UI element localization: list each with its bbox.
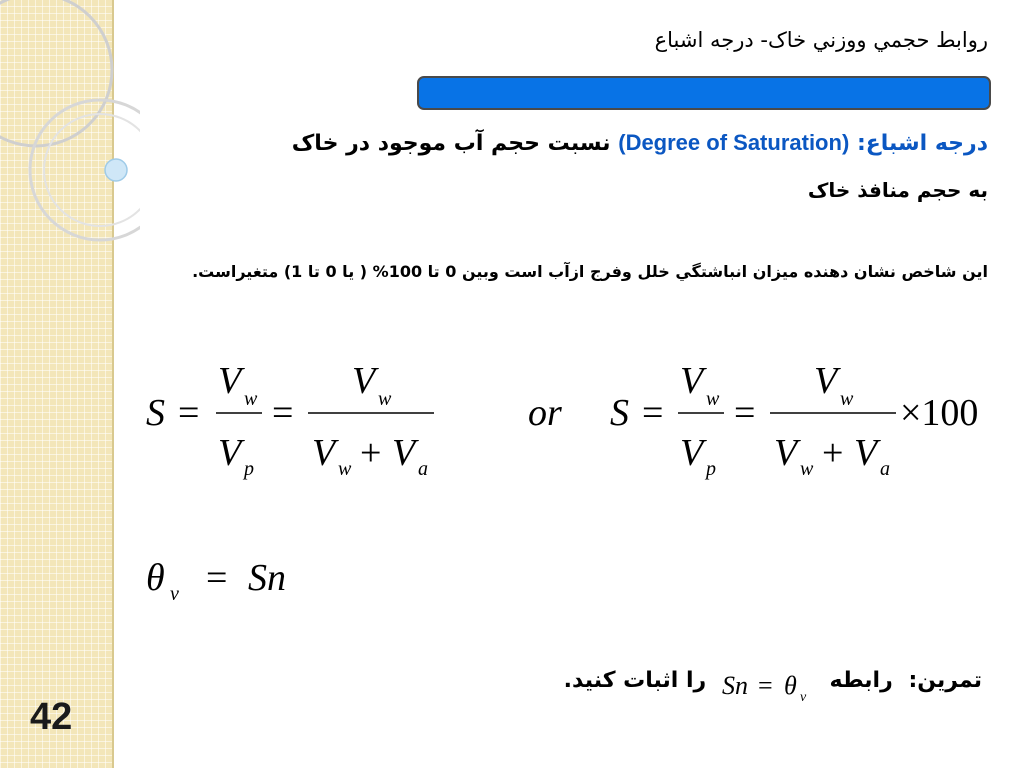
exercise-text-2: را اثبات کنید.	[563, 668, 707, 693]
volumetric-water-formula	[140, 550, 340, 610]
formula-s-symbol: S	[146, 392, 165, 434]
definition-term: درجه اشباع:	[856, 131, 988, 156]
formula-v: V	[312, 432, 336, 474]
formula-v: V	[814, 360, 838, 402]
formula-sub-v: v	[170, 583, 179, 605]
definition-line-2: به حجم منافذ خاک	[807, 178, 988, 202]
formula-v: V	[218, 360, 242, 402]
formula-sub-p: p	[244, 458, 254, 480]
formula-v: V	[218, 432, 242, 474]
formula-sub-w: w	[244, 388, 258, 410]
formula-equals: =	[272, 392, 294, 434]
formula-theta: θ	[784, 671, 797, 700]
sidebar-edge	[112, 0, 114, 768]
formula-v: V	[352, 360, 376, 402]
formula-sub-p: p	[706, 458, 716, 480]
formula-theta: θ	[146, 557, 165, 599]
formula-v: V	[680, 360, 704, 402]
definition-line-1	[292, 130, 988, 156]
formula-times-100: ×100	[900, 392, 979, 434]
formula-sub-v: v	[800, 690, 807, 705]
formula-sub-w: w	[706, 388, 720, 410]
formula-s-symbol: S	[610, 392, 629, 434]
formula-v: V	[680, 432, 704, 474]
formula-sub-w: w	[840, 388, 854, 410]
formula-equals: =	[758, 671, 773, 700]
exercise-formula	[722, 666, 832, 706]
formula-v: V	[774, 432, 798, 474]
slide-title: روابط حجمي ووزني خاک- درجه اشباع	[654, 28, 988, 52]
formula-equals: =	[734, 392, 756, 434]
formula-sn: Sn	[248, 557, 286, 599]
formula-equals: =	[178, 392, 200, 434]
saturation-formula	[120, 355, 1020, 485]
definition-text-1: نسبت حجم آب موجود در خاک	[291, 131, 611, 156]
definition-english: (Degree of Saturation)	[618, 130, 850, 155]
range-note: این شاخص نشان دهنده میزان انباشتگي خلل وفرج ازآب است وبین 0 تا 100% ( یا 0 تا 1) متغیراست.	[192, 262, 988, 281]
formula-sub-w: w	[338, 458, 352, 480]
exercise-label: تمرین:	[908, 668, 982, 693]
formula-sub-a: a	[880, 458, 890, 480]
formula-v: V	[854, 432, 878, 474]
formula-v: V	[392, 432, 416, 474]
page-number: 42	[30, 696, 73, 738]
formula-sub-w: w	[378, 388, 392, 410]
formula-equals: =	[206, 557, 228, 599]
title-bar	[417, 76, 991, 110]
formula-plus: +	[360, 432, 382, 474]
formula-or: or	[528, 392, 562, 434]
sidebar-decoration	[0, 0, 112, 768]
formula-sub-a: a	[418, 458, 428, 480]
formula-plus: +	[822, 432, 844, 474]
exercise-text-1: رابطه	[829, 668, 893, 693]
formula-sn: Sn	[722, 671, 748, 700]
formula-sub-w: w	[800, 458, 814, 480]
formula-equals: =	[642, 392, 664, 434]
